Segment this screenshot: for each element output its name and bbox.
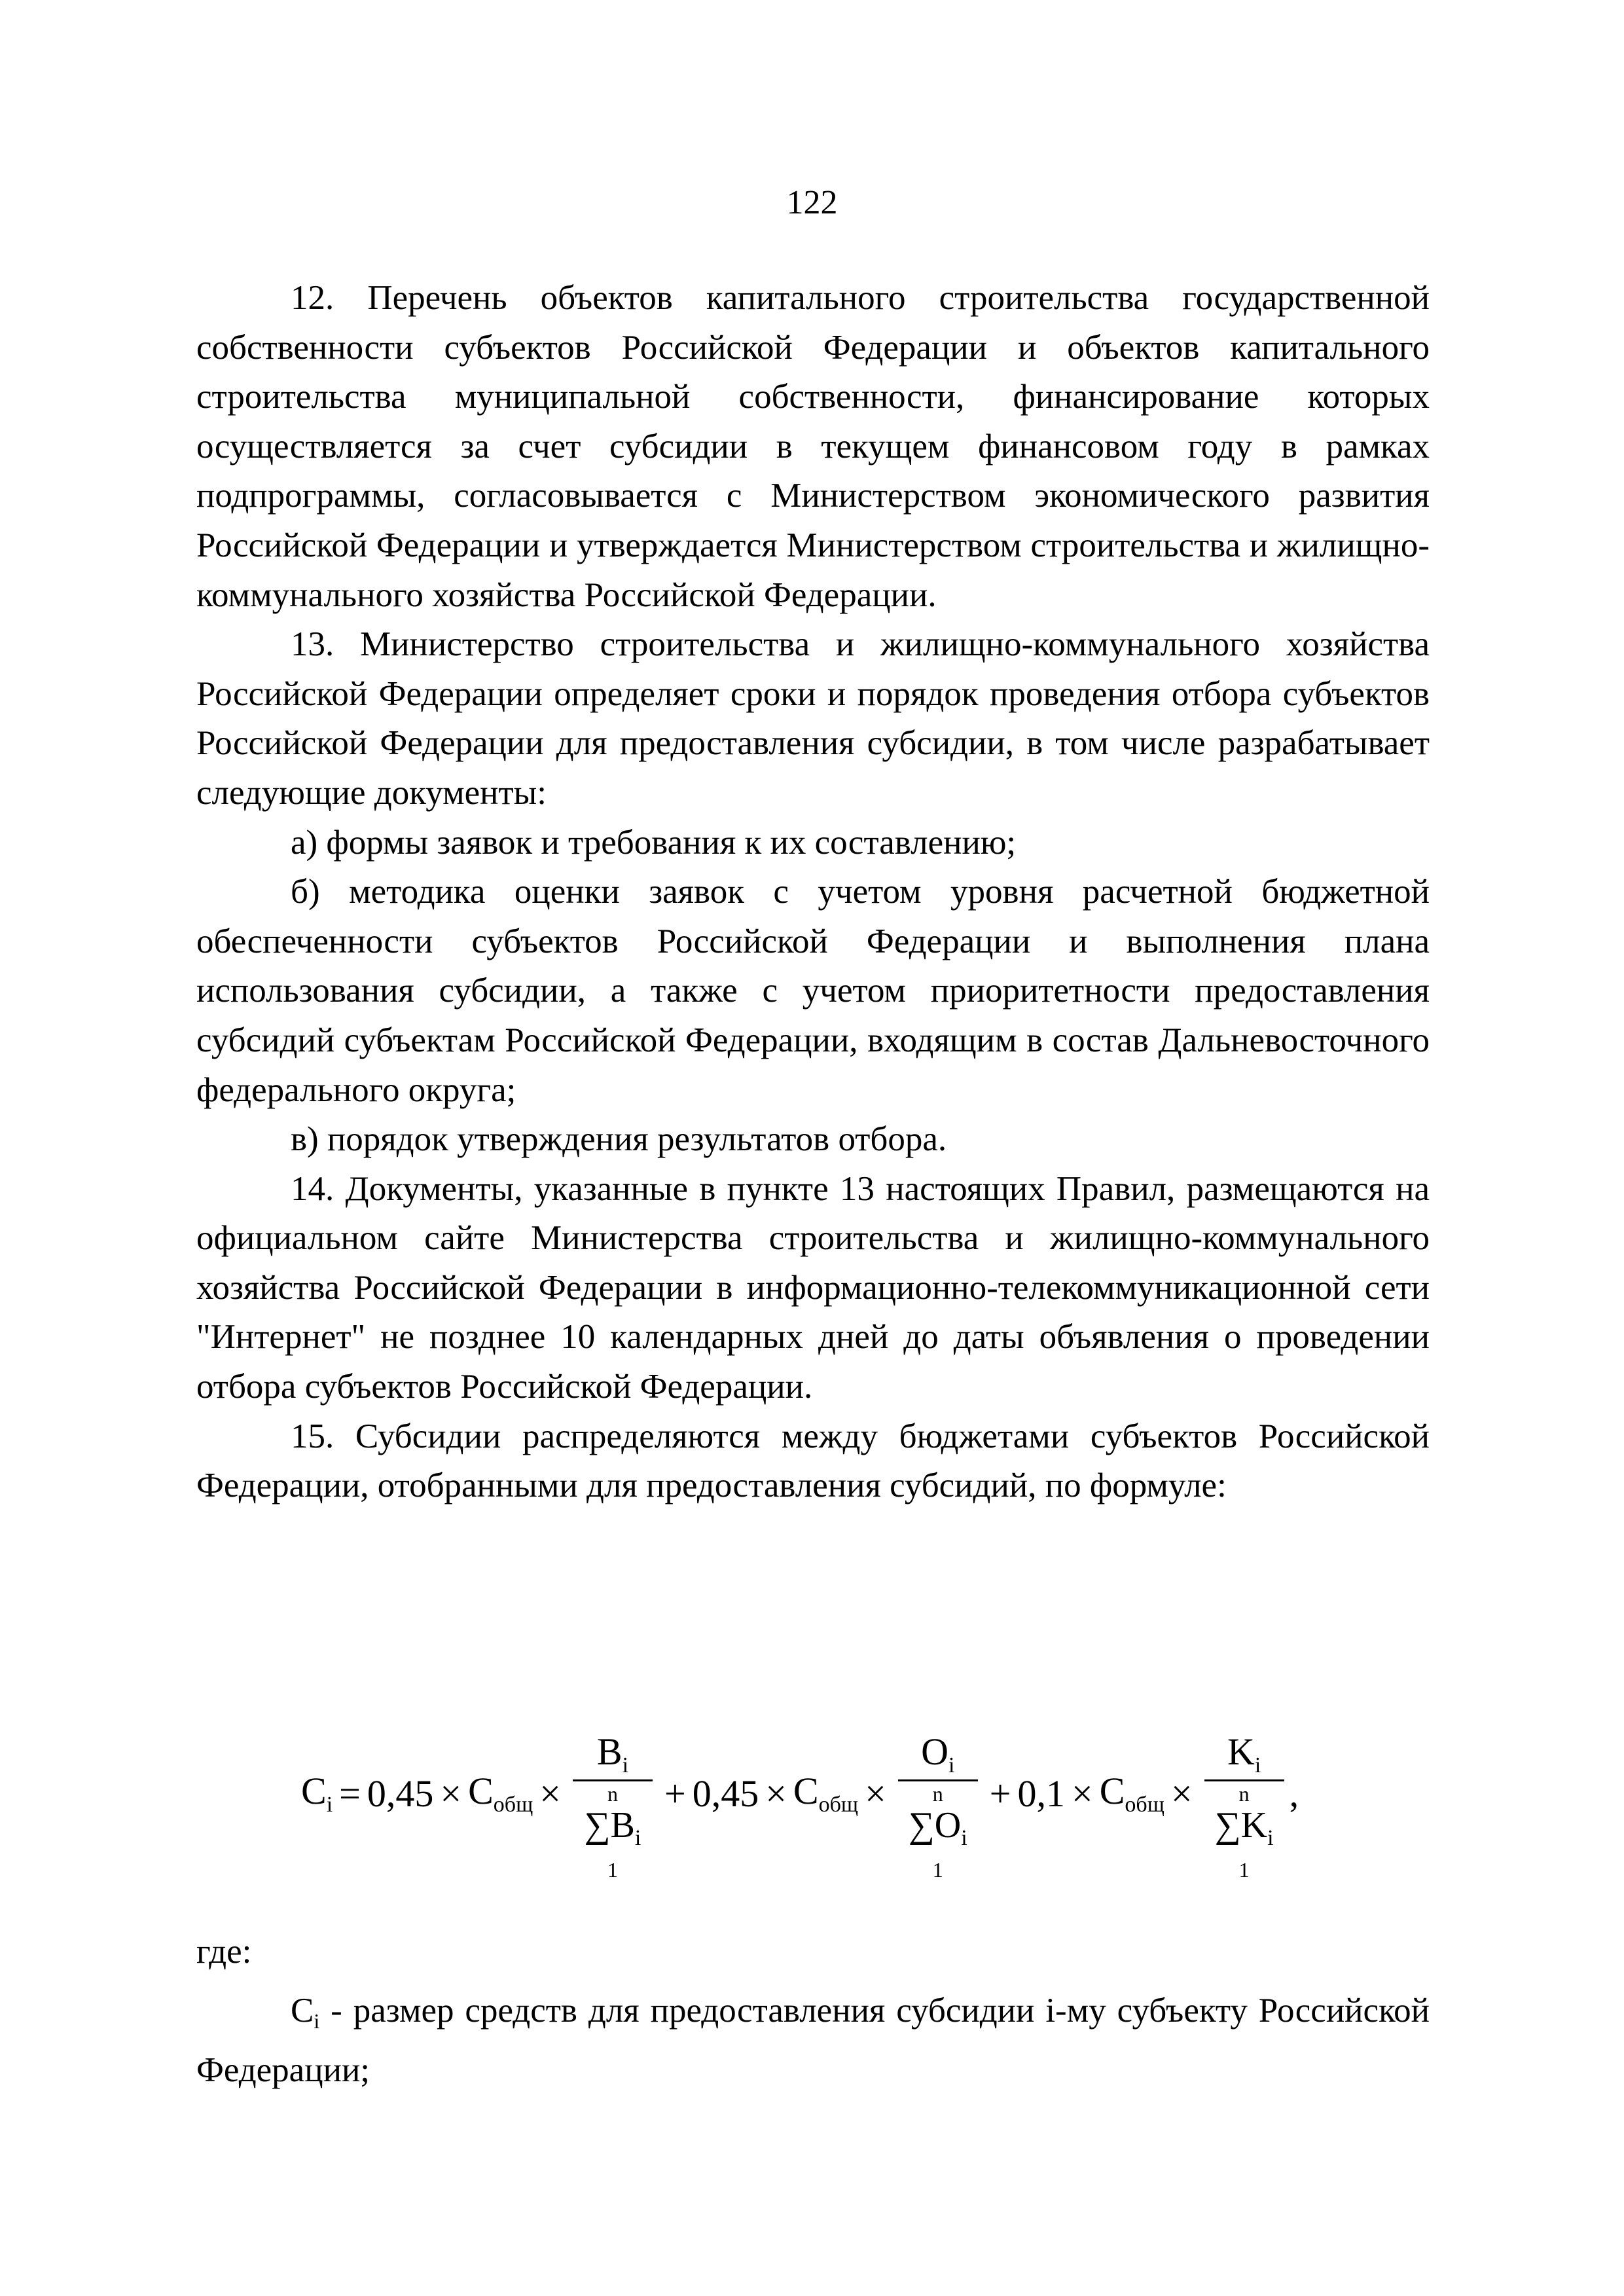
term-3-coef: 0,1: [1017, 1772, 1066, 1815]
paragraph-15: 15. Субсидии распределяются между бюджетами субъектов Российской Федерации, отобранными для предоставления субсидий, по формуле:: [196, 1417, 1430, 1505]
term-2-total: $C_{общ}$: [793, 1769, 859, 1817]
formula-lhs: $C_i$: [301, 1769, 333, 1817]
paragraph-12: 12. Перечень объектов капитального строительства государственной собственности субъектов Российской Федерации и объектов капитального строительства муниципальной собственности, финансирование которых осуществляется за счет субсидии в текущем финансовом году в рамках подпрограммы, согласовывается с Министерством экономического развития Российской Федерации и утверждается Министерством строительства и жилищно-коммунального хозяйства Российской Федерации.: [196, 279, 1430, 614]
term-2-denominator: n $\sum O_i$ 1: [908, 1782, 967, 1882]
plus-sign: +: [664, 1772, 686, 1815]
times-sign: ×: [440, 1772, 462, 1815]
list-item-v: в) порядок утверждения результатов отбора.: [291, 1120, 947, 1159]
definition-symbol: $C_i$: [291, 1991, 320, 2033]
page-number: 122: [786, 184, 838, 221]
sum-icon: ∑: [584, 1805, 611, 1846]
term-1-denominator: n $\sum B_i$ 1: [584, 1782, 641, 1882]
term-1-total: $C_{общ}$: [468, 1769, 533, 1817]
term-2-coef: 0,45: [692, 1772, 759, 1815]
term-3-fraction: [1204, 1730, 1284, 1882]
document-body: [196, 274, 1430, 1511]
paragraph-13: 13. Министерство строительства и жилищно-коммунального хозяйства Российской Федерации определяет сроки и порядок проведения отбора субъектов Российской Федерации для предоставления субсидии, в том числе разрабатывает следующие документы:: [196, 625, 1430, 812]
equals-sign: =: [339, 1772, 361, 1815]
term-2-numerator: $O_i$: [898, 1733, 978, 1781]
list-item-b: б) методика оценки заявок с учетом уровня расчетной бюджетной обеспеченности субъектов Российской Федерации и выполнения плана использования субсидии, а также с учетом приоритетности предоставления субсидий субъектам Российской Федерации, входящим в состав Дальневосточного федерального округа;: [196, 873, 1430, 1109]
times-sign: ×: [765, 1772, 787, 1815]
paragraph-14: 14. Документы, указанные в пункте 13 настоящих Правил, размещаются на официальном сайте Министерства строительства и жилищно-коммунального хозяйства Российской Федерации в информационно-телекоммуникационной сети "Интернет" не позднее 10 календарных дней до даты объявления о проведении отбора субъектов Российской Федерации.: [196, 1169, 1430, 1406]
term-1-fraction: [573, 1730, 653, 1882]
sum-icon: ∑: [1214, 1805, 1241, 1846]
distribution-formula: [301, 1702, 1414, 1886]
sum-icon: ∑: [908, 1805, 935, 1846]
times-sign: ×: [539, 1772, 561, 1815]
where-label: где:: [196, 1933, 252, 1971]
term-3-numerator: $K_i$: [1204, 1733, 1284, 1781]
formula-trailing-comma: ,: [1289, 1772, 1299, 1815]
definition-text: - размер средств для предоставления субсидии i-му субъекту Российской Федерации;: [196, 1991, 1430, 2090]
term-1-coef: 0,45: [367, 1772, 434, 1815]
list-item-a: а) формы заявок и требования к их составлению;: [291, 823, 1017, 862]
plus-sign: +: [989, 1772, 1011, 1815]
times-sign: ×: [1072, 1772, 1093, 1815]
term-2-fraction: [898, 1730, 978, 1882]
times-sign: ×: [865, 1772, 886, 1815]
times-sign: ×: [1170, 1772, 1193, 1815]
definition-ci: [196, 1986, 1430, 2096]
term-3-denominator: n $\sum K_i$ 1: [1214, 1782, 1274, 1882]
term-1-numerator: $B_i$: [573, 1733, 653, 1781]
term-3-total: $C_{общ}$: [1099, 1769, 1164, 1817]
formula-legend: [196, 1927, 1430, 2096]
